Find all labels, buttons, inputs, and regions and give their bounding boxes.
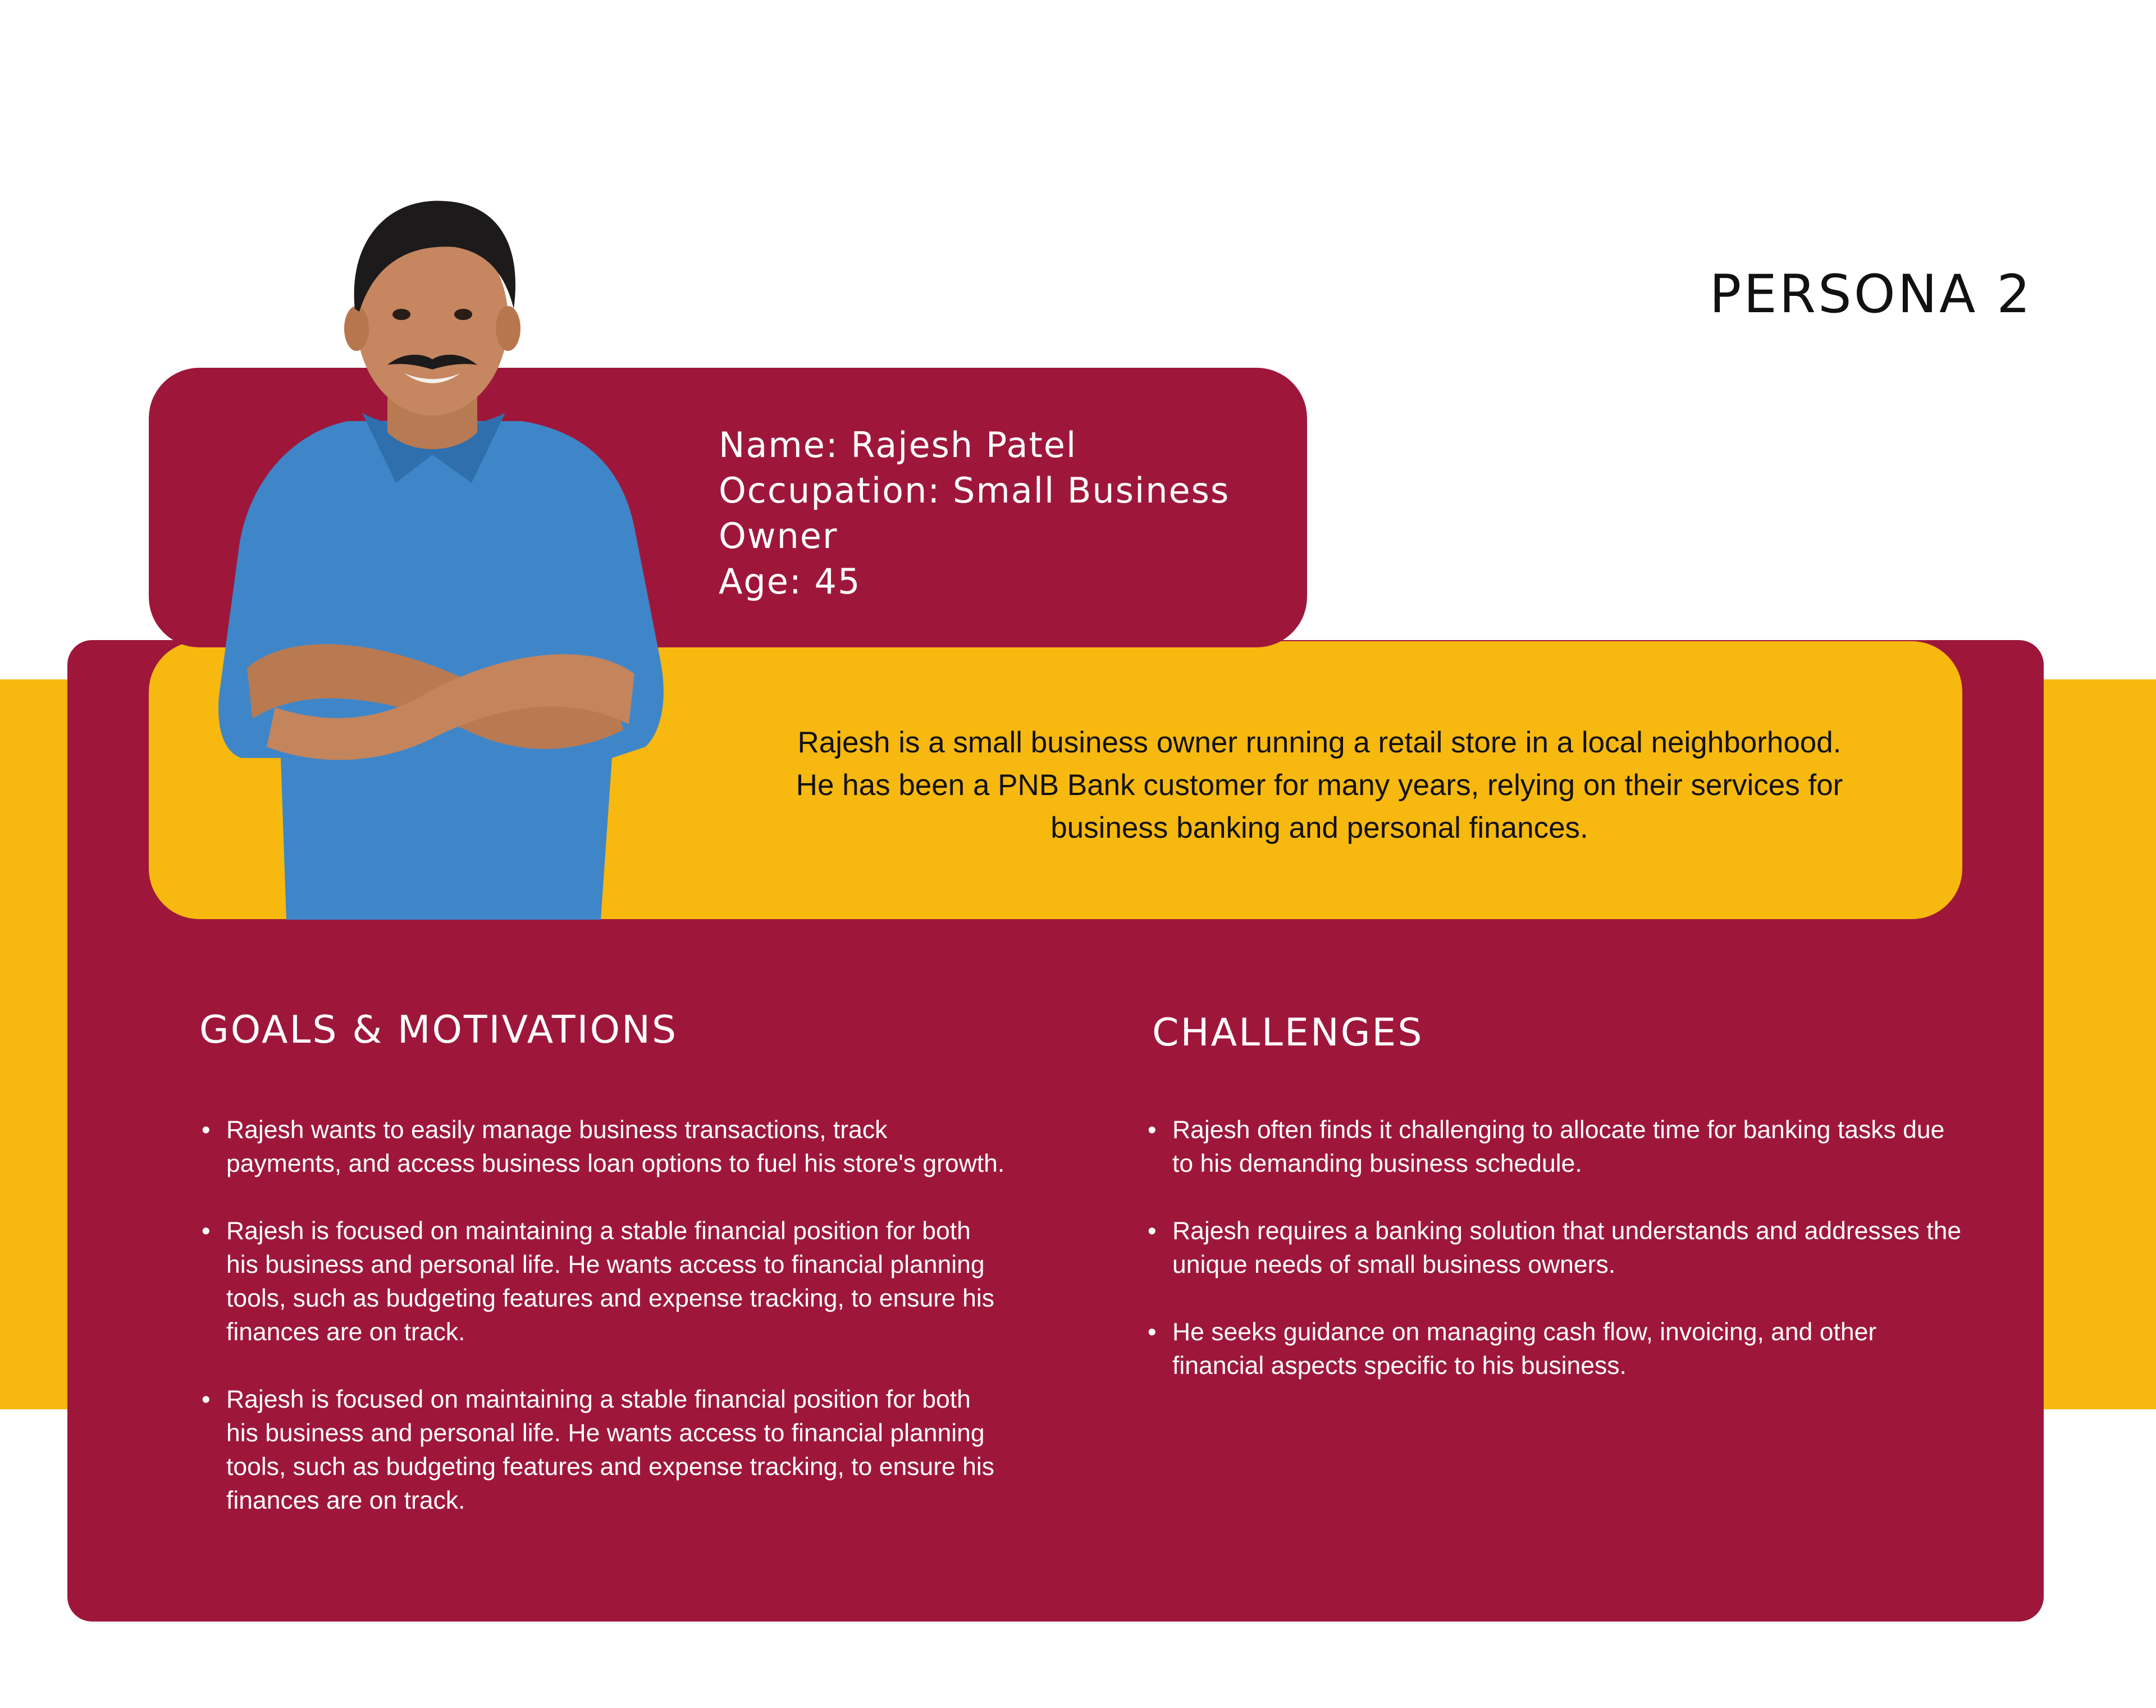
challenges-heading: CHALLENGES bbox=[1152, 1011, 1424, 1055]
goal-text: Rajesh wants to easily manage business transactions, track payments, and access business loan options to fuel his store's growth. bbox=[226, 1116, 1005, 1177]
persona-summary bbox=[719, 721, 1920, 850]
bullet-icon: • bbox=[1148, 1217, 1157, 1245]
ear bbox=[496, 306, 520, 351]
list-item bbox=[199, 1383, 1008, 1518]
bullet-icon: • bbox=[202, 1116, 211, 1144]
eye bbox=[454, 309, 472, 320]
goals-list bbox=[199, 1113, 1008, 1551]
bullet-icon: • bbox=[1148, 1116, 1157, 1144]
ear bbox=[344, 306, 369, 351]
page-title: PERSONA 2 bbox=[1709, 264, 2032, 325]
challenge-text: Rajesh often finds it challenging to allocate time for banking tasks due to his demanding business schedule. bbox=[1172, 1116, 1945, 1177]
person-photo-icon bbox=[208, 191, 674, 920]
persona-age: Age: 45 bbox=[719, 561, 861, 602]
goals-heading: GOALS & MOTIVATIONS bbox=[199, 1008, 678, 1052]
list-item bbox=[199, 1113, 1008, 1181]
list-item bbox=[1145, 1316, 1965, 1383]
eye bbox=[392, 309, 410, 320]
challenge-text: Rajesh requires a banking solution that understands and addresses the unique needs of small business owners. bbox=[1172, 1217, 1962, 1278]
goal-text: Rajesh is focused on maintaining a stable financial position for both his business and personal life. He wants access to financial planning tools, such as budgeting features and expense tracking, to ensure his finances are on track. bbox=[226, 1217, 995, 1346]
list-item bbox=[199, 1214, 1008, 1349]
list-item bbox=[1145, 1113, 1965, 1181]
summary-line: business banking and personal finances. bbox=[1050, 811, 1588, 844]
challenge-text: He seeks guidance on managing cash flow, invoicing, and other financial aspects specific to his business. bbox=[1172, 1318, 1877, 1380]
summary-line: Rajesh is a small business owner running a retail store in a local neighborhood. bbox=[797, 726, 1842, 759]
bullet-icon: • bbox=[202, 1217, 211, 1245]
bullet-icon: • bbox=[202, 1386, 211, 1413]
persona-occupation: Occupation: Small Business bbox=[719, 470, 1230, 511]
challenges-list bbox=[1145, 1113, 1965, 1417]
persona-occupation-cont: Owner bbox=[719, 515, 838, 556]
persona-details bbox=[719, 422, 1280, 604]
list-item bbox=[1145, 1214, 1965, 1282]
bullet-icon: • bbox=[1148, 1318, 1157, 1346]
goal-text: Rajesh is focused on maintaining a stable financial position for both his business and personal life. He wants access to financial planning tools, such as budgeting features and expense tracking, to ensure his finances are on track. bbox=[226, 1386, 995, 1514]
summary-line: He has been a PNB Bank customer for many years, relying on their services for bbox=[796, 769, 1843, 802]
persona-name: Name: Rajesh Patel bbox=[719, 424, 1077, 465]
